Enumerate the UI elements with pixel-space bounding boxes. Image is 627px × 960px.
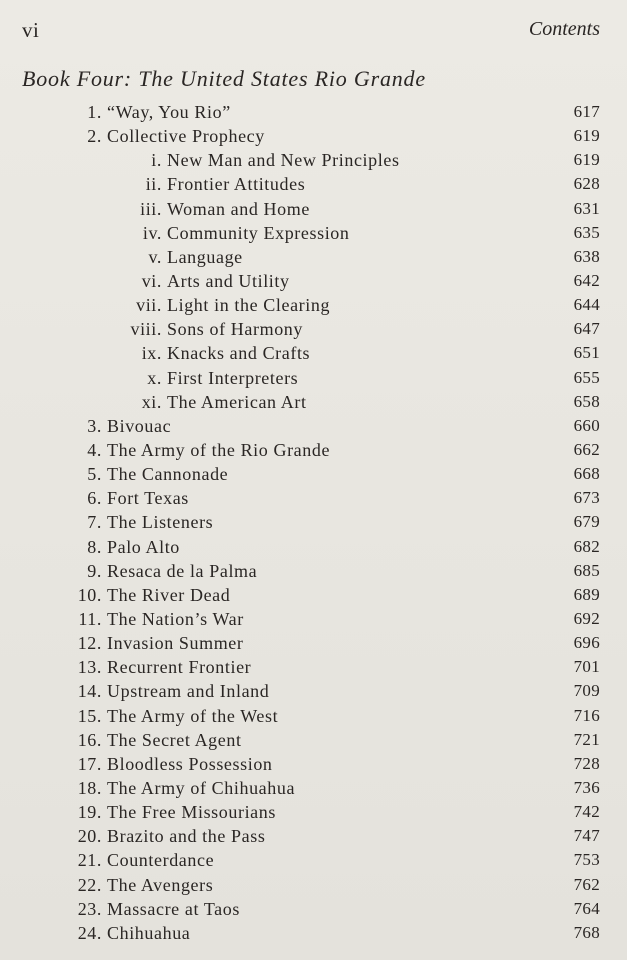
toc-entry-page: 701 bbox=[573, 657, 600, 677]
toc-entry-page: 644 bbox=[573, 295, 600, 315]
toc-entry-title: Knacks and Crafts bbox=[167, 343, 311, 364]
toc-entry-page: 647 bbox=[573, 319, 600, 339]
toc-entry bbox=[0, 607, 627, 631]
toc-subentry bbox=[0, 148, 627, 172]
toc-entry-number: xi. bbox=[141, 391, 162, 412]
toc-entry-number: ix. bbox=[141, 343, 162, 364]
toc-entry-number: x. bbox=[147, 367, 162, 388]
toc-entry-title: Bloodless Possession bbox=[107, 753, 273, 774]
toc-subentry bbox=[0, 269, 627, 293]
toc-entry-number: 5. bbox=[87, 464, 102, 485]
toc-entry-page: 655 bbox=[573, 367, 600, 387]
toc-entry-number: 16. bbox=[77, 729, 102, 750]
toc-entry-page: 668 bbox=[573, 464, 600, 484]
toc-entry-number: 18. bbox=[77, 777, 102, 798]
toc-entry bbox=[0, 462, 627, 486]
toc-entry-number: 11. bbox=[78, 608, 102, 629]
toc-entry-title: Arts and Utility bbox=[167, 270, 290, 291]
toc-entry-number: 9. bbox=[87, 560, 102, 581]
toc-entry bbox=[0, 897, 627, 921]
toc-entry-page: 692 bbox=[573, 608, 600, 628]
toc-entry-number: 2. bbox=[87, 126, 102, 147]
toc-subentry bbox=[0, 245, 627, 269]
toc-entry-page: 628 bbox=[573, 174, 600, 194]
toc-entry-number: 19. bbox=[77, 802, 102, 823]
toc-entry-title: The Secret Agent bbox=[107, 729, 242, 750]
toc-entry bbox=[0, 679, 627, 703]
toc-entry-page: 736 bbox=[573, 777, 600, 797]
toc-entry-title: The River Dead bbox=[107, 584, 231, 605]
toc-entry bbox=[0, 921, 627, 945]
table-of-contents bbox=[0, 100, 627, 945]
toc-entry-number: 6. bbox=[87, 488, 102, 509]
toc-entry bbox=[0, 100, 627, 124]
toc-entry-number: ii. bbox=[145, 174, 162, 195]
toc-entry-number: iv. bbox=[142, 222, 162, 243]
toc-entry-page: 709 bbox=[573, 681, 600, 701]
toc-entry-page: 658 bbox=[573, 391, 600, 411]
toc-entry-title: The Army of the West bbox=[107, 705, 279, 726]
toc-entry-title: The American Art bbox=[167, 391, 307, 412]
toc-entry-title: The Nation’s War bbox=[107, 608, 244, 629]
toc-subentry bbox=[0, 341, 627, 365]
toc-entry bbox=[0, 728, 627, 752]
toc-entry-page: 768 bbox=[573, 922, 600, 942]
toc-entry-title: Chihuahua bbox=[107, 922, 191, 943]
toc-entry-title: The Cannonade bbox=[107, 464, 229, 485]
toc-entry-page: 682 bbox=[573, 536, 600, 556]
toc-entry bbox=[0, 776, 627, 800]
toc-entry-number: 3. bbox=[87, 415, 102, 436]
toc-subentry bbox=[0, 317, 627, 341]
toc-entry bbox=[0, 848, 627, 872]
toc-entry-title: The Listeners bbox=[107, 512, 214, 533]
toc-entry-page: 721 bbox=[573, 729, 600, 749]
toc-entry-page: 662 bbox=[573, 439, 600, 459]
toc-subentry bbox=[0, 390, 627, 414]
toc-entry-title: “Way, You Rio” bbox=[107, 102, 231, 122]
running-head: Contents bbox=[528, 18, 600, 40]
toc-entry-number: 22. bbox=[77, 874, 102, 895]
toc-entry-title: Brazito and the Pass bbox=[107, 826, 266, 847]
toc-subentry bbox=[0, 366, 627, 390]
toc-entry-number: 24. bbox=[77, 922, 102, 943]
toc-entry-page: 762 bbox=[573, 874, 600, 894]
toc-entry bbox=[0, 124, 627, 148]
toc-entry bbox=[0, 559, 627, 583]
toc-entry-page: 673 bbox=[573, 488, 600, 508]
toc-entry-page: 747 bbox=[573, 826, 600, 846]
toc-entry bbox=[0, 535, 627, 559]
toc-entry-title: Recurrent Frontier bbox=[107, 657, 252, 678]
toc-entry-title: The Free Missourians bbox=[107, 802, 276, 823]
toc-entry-number: 8. bbox=[87, 536, 102, 557]
toc-entry-title: Language bbox=[167, 246, 243, 267]
toc-entry-number: 12. bbox=[77, 633, 102, 654]
toc-subentry bbox=[0, 221, 627, 245]
toc-entry bbox=[0, 414, 627, 438]
toc-entry-number: 21. bbox=[77, 850, 102, 871]
toc-subentry bbox=[0, 197, 627, 221]
toc-entry-title: Invasion Summer bbox=[107, 633, 244, 654]
toc-entry-title: The Army of Chihuahua bbox=[107, 777, 296, 798]
toc-entry bbox=[0, 583, 627, 607]
toc-entry-number: 10. bbox=[77, 584, 102, 605]
page-number: vi bbox=[22, 18, 40, 42]
toc-entry-page: 753 bbox=[573, 850, 600, 870]
toc-subentry bbox=[0, 293, 627, 317]
toc-entry-title: The Army of the Rio Grande bbox=[107, 439, 331, 460]
toc-entry-page: 742 bbox=[573, 802, 600, 822]
toc-entry-number: 23. bbox=[77, 898, 102, 919]
toc-entry-title: First Interpreters bbox=[167, 367, 299, 388]
toc-entry bbox=[0, 752, 627, 776]
toc-entry-page: 660 bbox=[573, 415, 600, 435]
toc-entry bbox=[0, 655, 627, 679]
toc-entry-number: viii. bbox=[130, 319, 162, 340]
toc-entry-title: Bivouac bbox=[107, 415, 172, 436]
toc-entry-number: 14. bbox=[77, 681, 102, 702]
toc-entry-number: vii. bbox=[136, 295, 162, 316]
toc-entry-title: Collective Prophecy bbox=[107, 126, 265, 147]
toc-entry-number: 4. bbox=[87, 439, 102, 460]
toc-entry-page: 696 bbox=[573, 633, 600, 653]
toc-entry-page: 619 bbox=[573, 126, 600, 146]
toc-entry-page: 631 bbox=[573, 198, 600, 218]
toc-entry-page: 728 bbox=[573, 753, 600, 773]
toc-entry-title: Community Expression bbox=[167, 222, 350, 243]
toc-entry-page: 635 bbox=[573, 222, 600, 242]
toc-entry-page: 642 bbox=[573, 270, 600, 290]
toc-entry-number: iii. bbox=[140, 198, 162, 219]
toc-entry-title: Resaca de la Palma bbox=[107, 560, 258, 581]
toc-entry-page: 685 bbox=[573, 560, 600, 580]
toc-entry-number: v. bbox=[148, 246, 162, 267]
toc-entry bbox=[0, 824, 627, 848]
toc-entry-title: Massacre at Taos bbox=[107, 898, 240, 919]
toc-entry-page: 651 bbox=[573, 343, 600, 363]
toc-entry-number: 20. bbox=[77, 826, 102, 847]
toc-entry-title: Light in the Clearing bbox=[167, 295, 331, 316]
toc-entry bbox=[0, 510, 627, 534]
toc-entry bbox=[0, 873, 627, 897]
toc-entry-number: vi. bbox=[141, 270, 162, 291]
section-title: Book Four: The United States Rio Grande bbox=[22, 66, 426, 91]
toc-entry bbox=[0, 704, 627, 728]
toc-subentry bbox=[0, 172, 627, 196]
toc-entry-title: New Man and New Principles bbox=[167, 150, 400, 171]
toc-entry-title: The Avengers bbox=[107, 874, 214, 895]
toc-entry-number: 17. bbox=[77, 753, 102, 774]
toc-entry-number: i. bbox=[151, 150, 162, 171]
toc-entry-title: Palo Alto bbox=[107, 536, 180, 557]
toc-entry-title: Fort Texas bbox=[107, 488, 189, 509]
toc-entry-page: 617 bbox=[573, 102, 600, 121]
toc-entry-page: 679 bbox=[573, 512, 600, 532]
toc-entry bbox=[0, 800, 627, 824]
toc-entry bbox=[0, 486, 627, 510]
toc-entry-page: 638 bbox=[573, 246, 600, 266]
toc-entry-page: 716 bbox=[573, 705, 600, 725]
toc-entry-page: 619 bbox=[573, 150, 600, 170]
toc-entry-title: Upstream and Inland bbox=[107, 681, 270, 702]
toc-entry-title: Counterdance bbox=[107, 850, 215, 871]
toc-entry bbox=[0, 438, 627, 462]
toc-entry bbox=[0, 631, 627, 655]
toc-entry-page: 764 bbox=[573, 898, 600, 918]
toc-entry-title: Frontier Attitudes bbox=[167, 174, 306, 195]
toc-entry-number: 1. bbox=[87, 102, 102, 122]
toc-entry-number: 7. bbox=[87, 512, 102, 533]
toc-entry-number: 15. bbox=[77, 705, 102, 726]
toc-entry-number: 13. bbox=[77, 657, 102, 678]
toc-entry-title: Sons of Harmony bbox=[167, 319, 303, 340]
toc-entry-page: 689 bbox=[573, 584, 600, 604]
toc-entry-title: Woman and Home bbox=[167, 198, 310, 219]
